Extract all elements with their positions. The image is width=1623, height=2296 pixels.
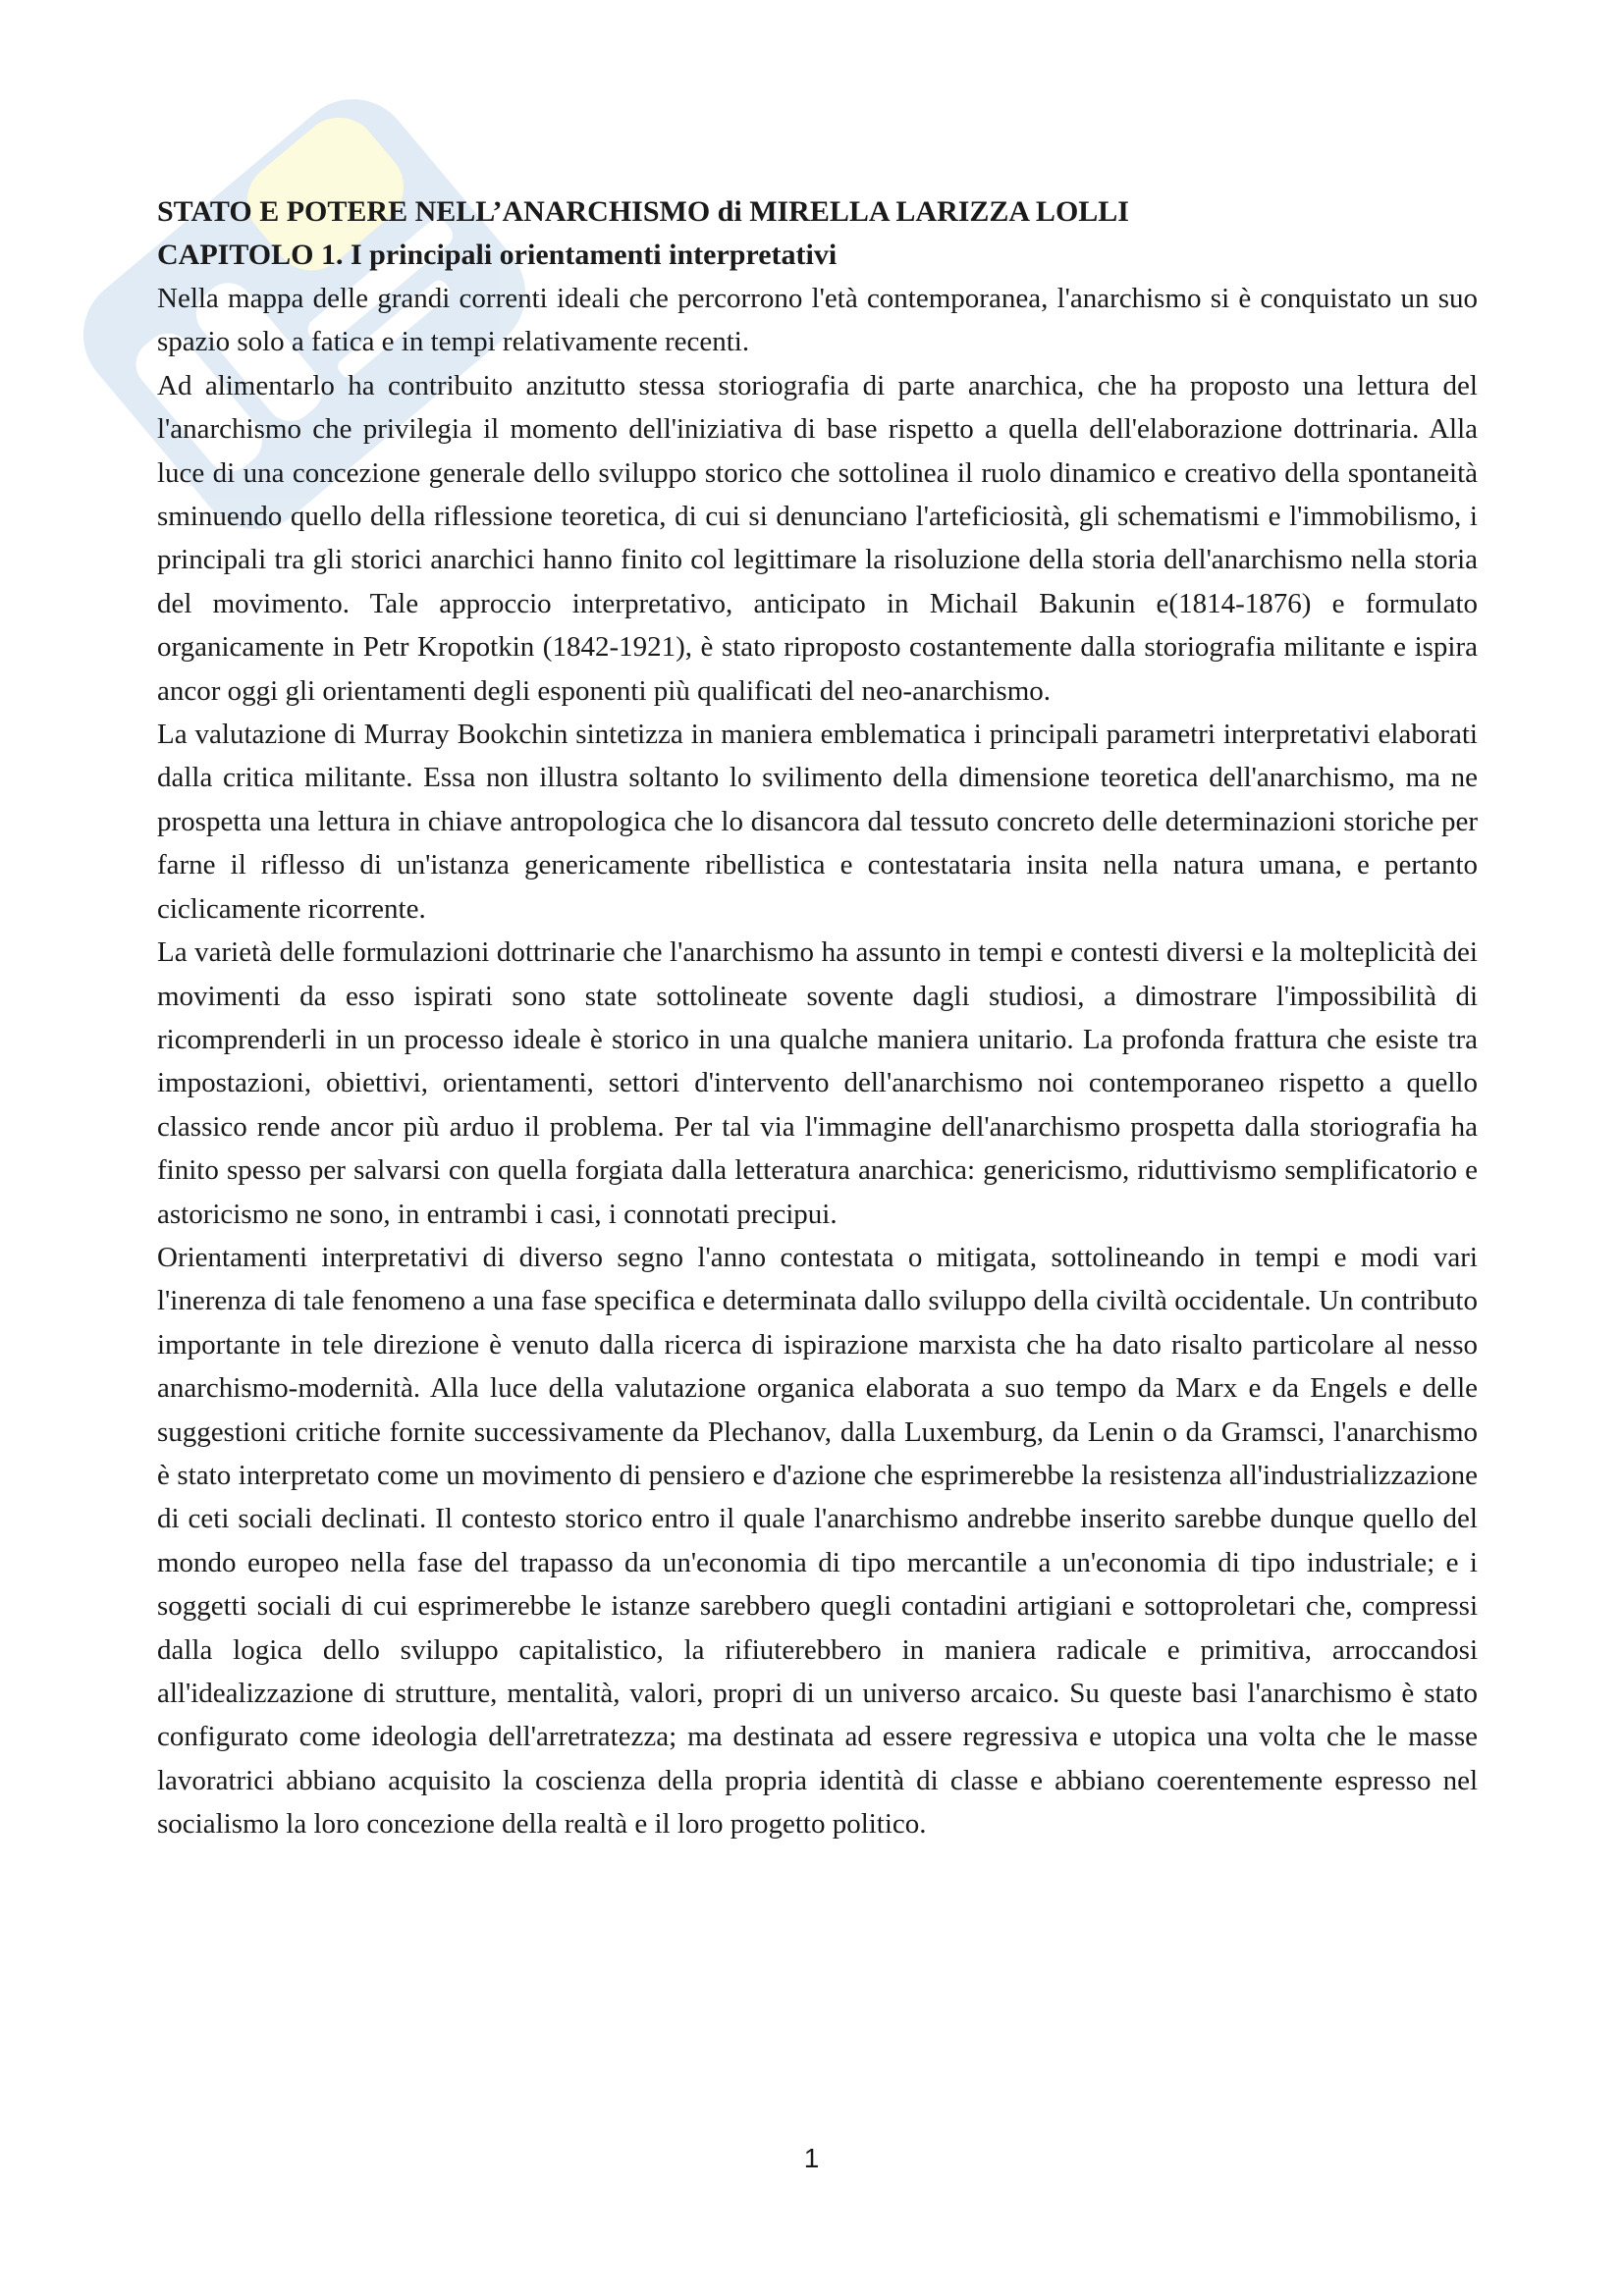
document-title: STATO E POTERE NELL’ANARCHISMO di MIRELLA LARIZZA LOLLI xyxy=(157,195,1129,228)
paragraph: Ad alimentarlo ha contribuito anzitutto stessa storiografia di parte anarchica, che ha proposto una lettura del l'anarchismo che privilegia il momento dell'iniziativa di base rispetto a quella dell'elaborazione dottrinaria. Alla luce di una concezione generale dello sviluppo storico che sottolinea il ruolo dinamico e creativo della spontaneità sminuendo quello della riflessione teoretica, di cui si denunciano l'arteficiosità, gli schematismi e l'immobilismo, i principali tra gli storici anarchici hanno finito col legittimare la risoluzione della storia dell'anarchismo nella storia del movimento. Tale approccio interpretativo, anticipato in Michail Bakunin e(1814-1876) e formulato organicamente in Petr Kropotkin (1842-1921), è stato riproposto costantemente dalla storiografia militante e ispira ancor oggi gli orientamenti degli esponenti più qualificati del neo-anarchismo. xyxy=(157,369,1478,707)
paragraph: Orientamenti interpretativi di diverso segno l'anno contestata o mitigata, sottolineando in tempi e modi vari l'inerenza di tale fenomeno a una fase specifica e determinata dallo sviluppo della civiltà occidentale. Un contributo importante in tele direzione è venuto dalla ricerca di ispirazione marxista che ha dato risalto particolare al nesso anarchismo-modernità. Alla luce della valutazione organica elaborata a suo tempo da Marx e da Engels e delle suggestioni critiche fornite successivamente da Plechanov, dalla Luxemburg, da Lenin o da Gramsci, l'anarchismo è stato interpretato come un movimento di pensiero e d'azione che esprimerebbe la resistenza all'industrializzazione di ceti sociali declinati. Il contesto storico entro il quale l'anarchismo andrebbe inserito sarebbe dunque quello del mondo europeo nella fase del trapasso da un'economia di tipo mercantile a un'economia di tipo industriale; e i soggetti sociali di cui esprimerebbe le istanze sarebbero quegli contadini artigiani e sottoproletari che, compressi dalla logica dello sviluppo capitalistico, la rifiuterebbero in maniera radicale e primitiva, arroccandosi all'idealizzazione di strutture, mentalità, valori, propri di un universo arcaico. Su queste basi l'anarchismo è stato configurato come ideologia dell'arretratezza; ma destinata ad essere regressiva e utopica una volta che le masse lavoratrici abbiano acquisito la coscienza della propria identità di classe e abbiano coerentemente espresso nel socialismo la loro concezione della realtà e il loro progetto politico. xyxy=(157,1241,1478,1841)
document-page xyxy=(157,190,1478,1846)
paragraph: La varietà delle formulazioni dottrinarie che l'anarchismo ha assunto in tempi e contesti diversi e la molteplicità dei movimenti da esso ispirati sono state sottolineate sovente dagli studiosi, a dimostrare l'impossibilità di ricomprenderli in un processo ideale è storico in una qualche maniera unitario. La profonda frattura che esiste tra impostazioni, obiettivi, orientamenti, settori d'intervento dell'anarchismo noi contemporaneo rispetto a quello classico rende ancor più arduo il problema. Per tal via l'immagine dell'anarchismo prospetta dalla storiografia ha finito spesso per salvarsi con quella forgiata dalla letteratura anarchica: genericismo, riduttivismo semplificatorio e astoricismo ne sono, in entrambi i casi, i connotati precipui. xyxy=(157,936,1478,1230)
page-number: 1 xyxy=(803,2143,820,2173)
chapter-heading: CAPITOLO 1. I principali orientamenti interpretativi xyxy=(157,239,838,271)
paragraph: La valutazione di Murray Bookchin sintetizza in maniera emblematica i principali parametri interpretativi elaborati dalla critica militante. Essa non illustra soltanto lo svilimento della dimensione teoretica dell'anarchismo, ma ne prospetta una lettura in chiave antropologica che lo disancora dal tessuto concreto delle determinazioni storiche per farne il riflesso di un'istanza genericamente ribellistica e contestataria insita nella natura umana, e pertanto ciclicamente ricorrente. xyxy=(157,719,1478,925)
paragraph: Nella mappa delle grandi correnti ideali che percorrono l'età contemporanea, l'anarchismo si è conquistato un suo spazio solo a fatica e in tempi relativamente recenti. xyxy=(157,283,1478,358)
